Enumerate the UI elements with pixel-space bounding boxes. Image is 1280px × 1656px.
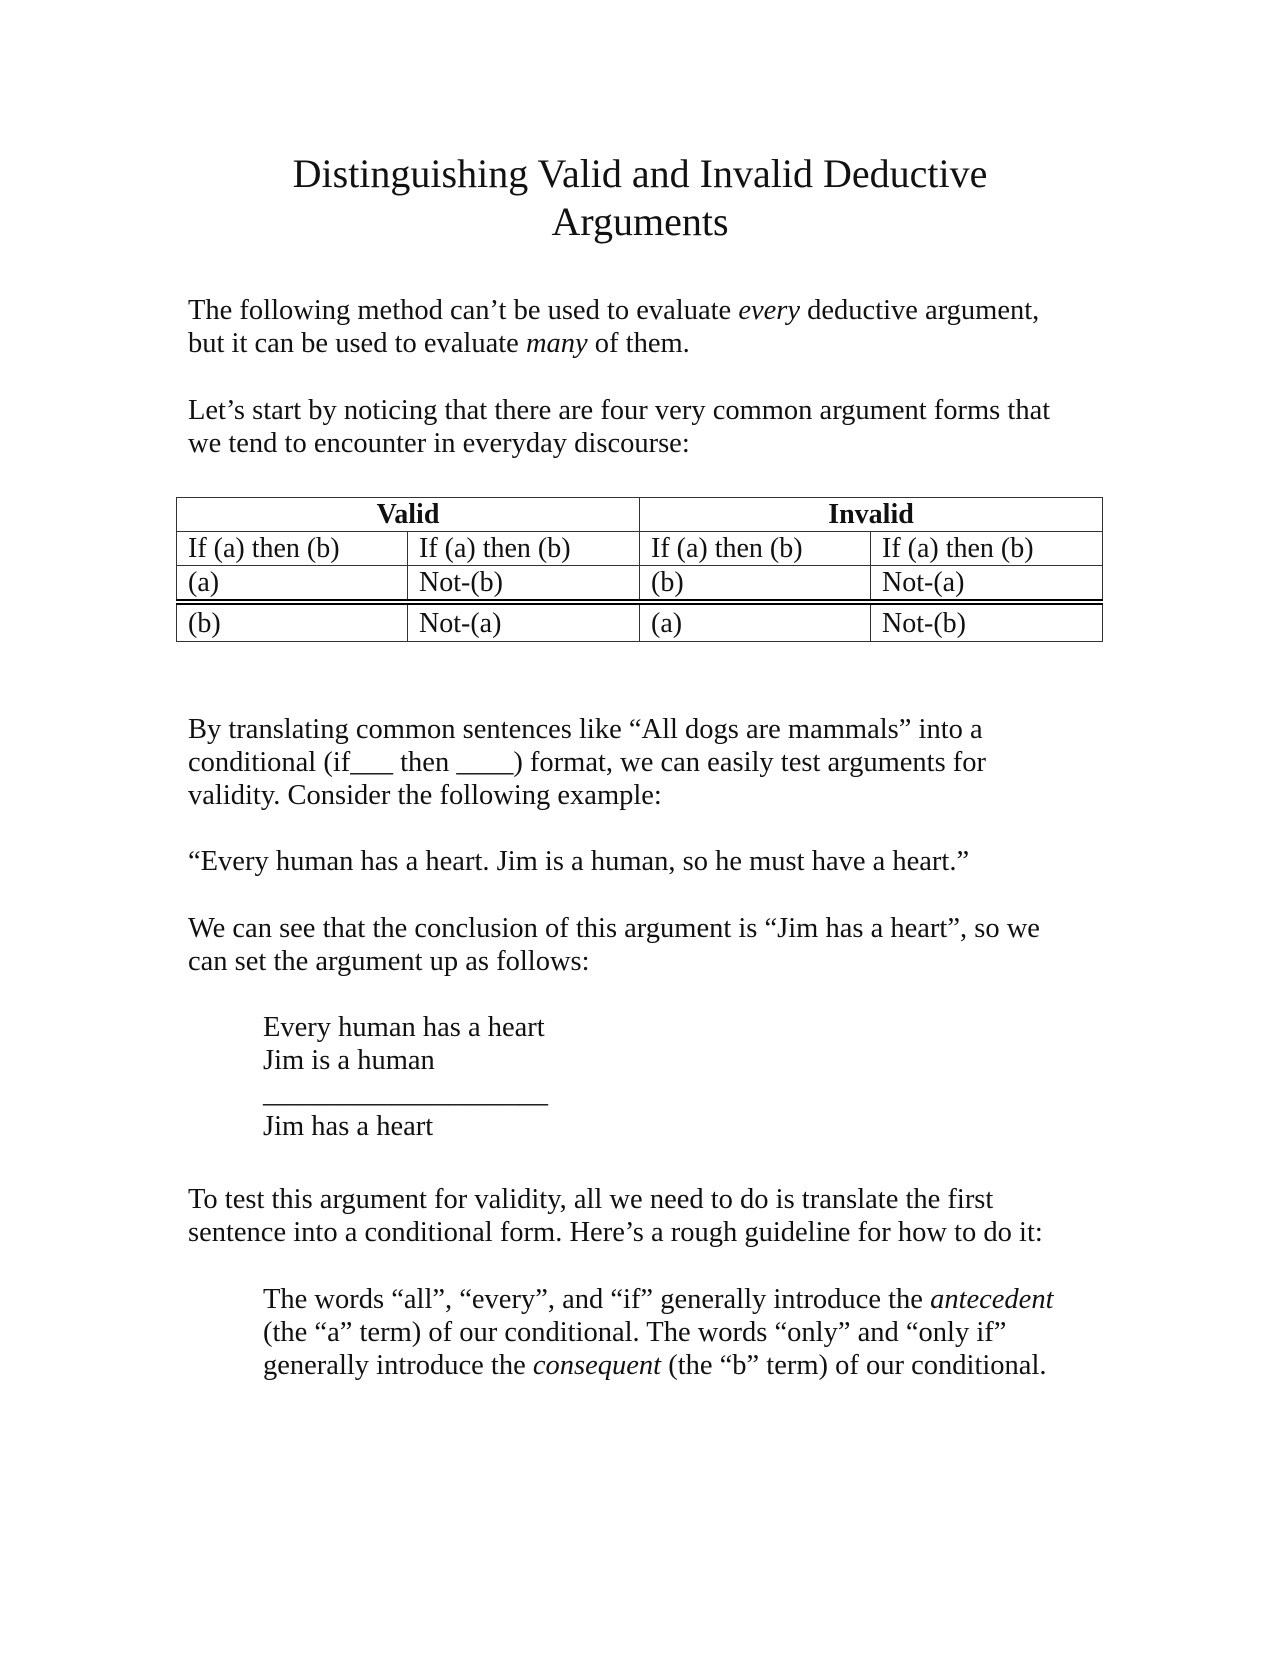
table-cell: (b) <box>640 566 871 603</box>
table-row <box>177 532 1103 566</box>
invalid-header: Invalid <box>640 498 1103 532</box>
page-title: Distinguishing Valid and Invalid Deductive <box>292 151 988 196</box>
table-cell: (b) <box>177 602 408 642</box>
forms-paragraph: Let’s start by noticing that there are four very common argument forms that we tend to encounter in everyday discourse: <box>188 395 1051 459</box>
table-cell: (a) <box>640 602 871 642</box>
premise-1: Every human has a heart <box>263 1012 545 1043</box>
test-paragraph: To test this argument for validity, all we need to do is translate the first sentence into a conditional form. Here’s a rough guideline for how to do it: <box>188 1184 1043 1248</box>
emphasis-many: many <box>525 328 588 359</box>
table-cell: Not-(a) <box>871 566 1103 603</box>
intro-paragraph: The following method can’t be used to evaluate every deductive argument, but it can be used to evaluate many of them. <box>188 295 1040 359</box>
table-conclusion-row <box>177 602 1103 642</box>
table-cell: If (a) then (b) <box>640 532 871 566</box>
table-cell: If (a) then (b) <box>871 532 1103 566</box>
table-cell: If (a) then (b) <box>177 532 408 566</box>
table-row <box>177 566 1103 603</box>
valid-header: Valid <box>177 498 640 532</box>
table-cell: (a) <box>177 566 408 603</box>
page-title-line-2: Arguments <box>551 199 729 244</box>
translating-paragraph: By translating common sentences like “All dogs are mammals” into a conditional (if___ then ____) format, we can easily test arguments for validity. Consider the following example: <box>188 714 987 811</box>
conclusion-paragraph: We can see that the conclusion of this argument is “Jim has a heart”, so we can set the argument up as follows: <box>188 913 1040 977</box>
emphasis-consequent: consequent <box>532 1350 662 1381</box>
table-cell: If (a) then (b) <box>408 532 640 566</box>
table-cell: Not-(a) <box>408 602 640 642</box>
table-cell: Not-(b) <box>408 566 640 603</box>
table-cell: Not-(b) <box>871 602 1103 642</box>
guideline-paragraph: The words “all”, “every”, and “if” generally introduce the antecedent (the “a” term) of our conditional. The words “only” and “only if” generally introduce the consequent (the “b” term) of our conditional. <box>263 1284 1054 1381</box>
argument-divider: ____________________ <box>263 1078 548 1109</box>
emphasis-every: every <box>738 295 801 326</box>
premise-2: Jim is a human <box>263 1045 435 1076</box>
argument-conclusion: Jim has a heart <box>263 1111 434 1142</box>
emphasis-antecedent: antecedent <box>930 1284 1054 1315</box>
argument-forms-table <box>176 497 1103 642</box>
argument-setup <box>263 1011 1163 1143</box>
example-quote: “Every human has a heart. Jim is a human, so he must have a heart.” <box>188 846 970 877</box>
table-header-row <box>177 498 1103 532</box>
